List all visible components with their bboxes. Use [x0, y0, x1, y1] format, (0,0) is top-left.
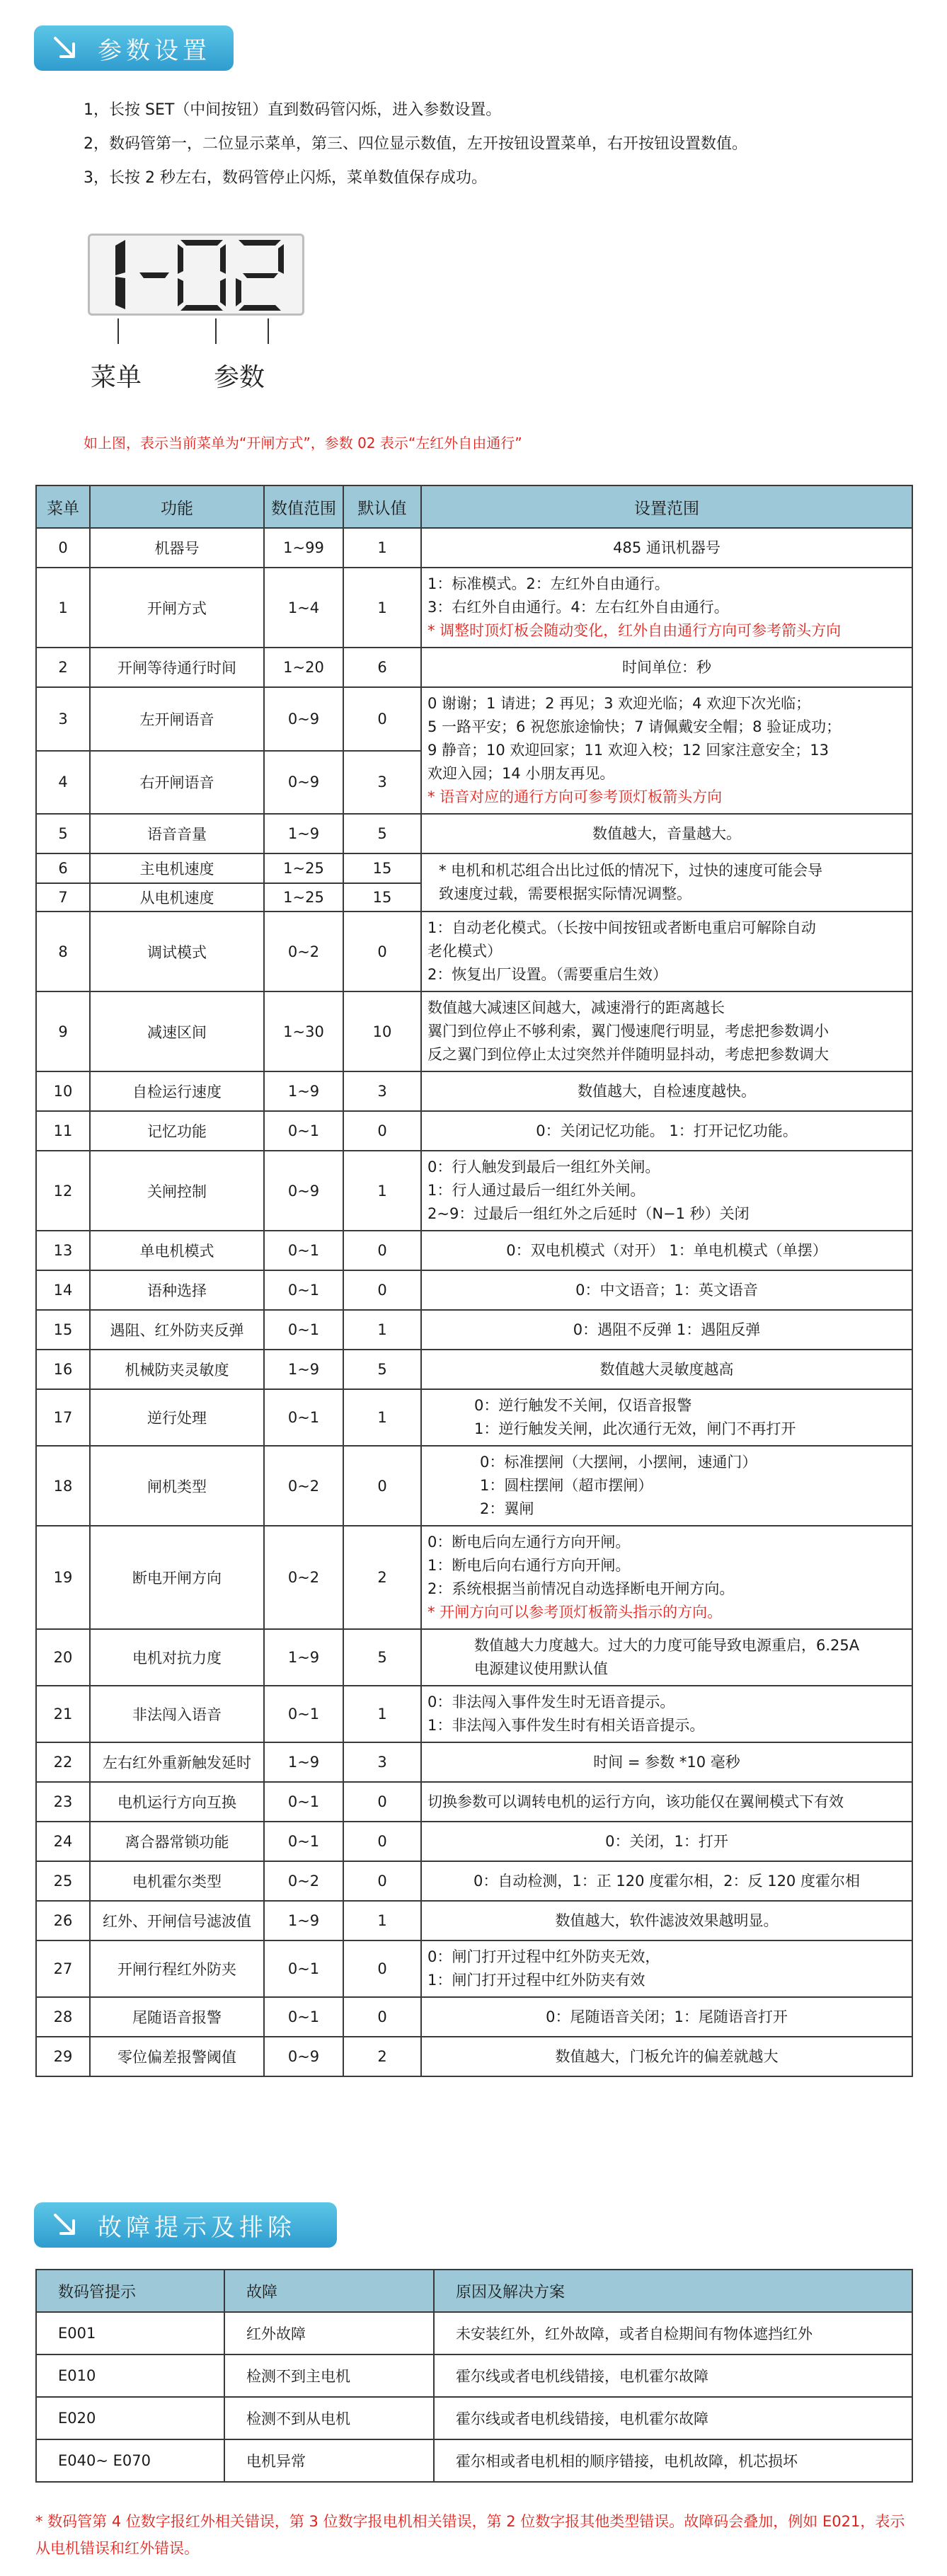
setting-line: 1：非法闯入事件发生时有相关语音提示。	[427, 1717, 705, 1734]
setting-line: 0：非法闯入事件发生时无语音提示。	[427, 1694, 675, 1710]
settings-title: 参数设置	[98, 36, 211, 65]
cell-range: 0~2	[264, 1526, 343, 1629]
settings-banner	[34, 25, 234, 71]
cell-solution: 霍尔线或者电机线错接，电机霍尔故障	[434, 2354, 912, 2397]
cell-range: 0~1	[264, 1782, 343, 1822]
cell-default: 0	[343, 912, 421, 991]
cell-range: 0~2	[264, 1861, 343, 1901]
setting-line: 3：右红外自由通行。4：左右红外自由通行。	[427, 599, 729, 616]
cell-menu: 9	[36, 991, 90, 1071]
setting-line: 2~9：过最后一组红外之后延时（N−1 秒）关闭	[427, 1205, 750, 1222]
cell-default: 1	[343, 1686, 421, 1742]
header-fault: 故障	[224, 2270, 434, 2312]
cell-menu: 14	[36, 1270, 90, 1310]
cell-range: 0~1	[264, 1940, 343, 1997]
cell-solution: 霍尔线或者电机线错接，电机霍尔故障	[434, 2397, 912, 2439]
table-row	[36, 2037, 912, 2076]
cell-range: 1~9	[264, 1901, 343, 1940]
cell-default: 2	[343, 1526, 421, 1629]
step-2: 2，数码管第一，二位显示菜单，第三、四位显示数值，左开按钮设置菜单，右开按钮设置数值。	[84, 135, 748, 153]
setting-line: 数值越大，门板允许的偏差就越大	[555, 2047, 779, 2065]
fault-table-header	[36, 2270, 912, 2312]
setting-line: 数值越大，自检速度越快。	[578, 1082, 756, 1100]
setting-line: 0：断电后向左通行方向开闸。	[427, 1534, 631, 1551]
cell-setting	[421, 1629, 912, 1686]
setting-line: 数值越大，音量越大。	[592, 824, 741, 842]
fault-banner	[34, 2202, 337, 2248]
table-row	[36, 1997, 912, 2037]
setting-line: 电源建议使用默认值	[474, 1660, 608, 1677]
param-label: 参数	[214, 363, 265, 392]
cell-menu: 4	[36, 751, 90, 815]
table-row	[36, 1270, 912, 1310]
table-row	[36, 912, 912, 991]
cell-default: 3	[343, 751, 421, 815]
fault-table	[35, 2269, 913, 2483]
cell-menu: 19	[36, 1526, 90, 1629]
cell-function: 逆行处理	[90, 1389, 264, 1446]
cell-range: 1~4	[264, 568, 343, 648]
cell-function: 开闸行程红外防夹	[90, 1940, 264, 1997]
setting-line: 数值越大，软件滤波效果越明显。	[555, 1911, 779, 1929]
cell-default: 3	[343, 1071, 421, 1111]
cell-setting	[421, 1686, 912, 1742]
cell-menu: 15	[36, 1310, 90, 1350]
cell-fault: 红外故障	[224, 2312, 434, 2354]
cell-default: 0	[343, 1111, 421, 1151]
setting-line: 致速度过载，需要根据实际情况调整。	[439, 885, 691, 902]
cell-range: 1~20	[264, 648, 343, 687]
table-row	[36, 2312, 912, 2354]
cell-setting	[421, 1350, 912, 1389]
setting-line: 2：恢复出厂设置。（需要重启生效）	[427, 966, 667, 983]
setting-line: 1：圆柱摆闸（超市摆闸）	[480, 1477, 653, 1494]
cell-function: 调试模式	[90, 912, 264, 991]
cell-function: 自检运行速度	[90, 1071, 264, 1111]
cell-default: 0	[343, 1822, 421, 1861]
table-row	[36, 1940, 912, 1997]
header-solution: 原因及解决方案	[434, 2270, 912, 2312]
setting-line: 0：遇阻不反弹 1：遇阻反弹	[573, 1321, 761, 1338]
table-row	[36, 1310, 912, 1350]
cell-range: 0~1	[264, 1822, 343, 1861]
setting-line: * 电机和机芯组合出比过低的情况下，过快的速度可能会导	[439, 862, 823, 879]
cell-setting	[421, 528, 912, 568]
cell-function: 减速区间	[90, 991, 264, 1071]
cell-range: 0~1	[264, 1111, 343, 1151]
table-row	[36, 1231, 912, 1270]
cell-menu: 25	[36, 1861, 90, 1901]
cell-function: 遇阻、红外防夹反弹	[90, 1310, 264, 1350]
setting-line: 5 一路平安；6 祝您旅途愉快；7 请佩戴安全帽；8 验证成功；	[427, 718, 842, 735]
cell-default: 0	[343, 1270, 421, 1310]
setting-line: 切换参数可以调转电机的运行方向，该功能仅在翼闸模式下有效	[427, 1793, 844, 1810]
setting-line: 欢迎入园；14 小朋友再见。	[427, 765, 615, 782]
setting-red-note: * 调整时顶灯板会随动变化，红外自由通行方向可参考箭头方向	[427, 622, 842, 639]
cell-fault: 电机异常	[224, 2439, 434, 2482]
setting-line: 485 通讯机器号	[613, 539, 721, 556]
settings-note: 如上图，表示当前菜单为“开闸方式”，参数 02 表示“左红外自由通行”	[84, 435, 522, 452]
cell-range: 0~1	[264, 1310, 343, 1350]
cell-default: 1	[343, 1389, 421, 1446]
cell-default: 3	[343, 1742, 421, 1782]
cell-setting	[421, 1940, 912, 1997]
cell-setting	[421, 853, 912, 912]
cell-default: 0	[343, 687, 421, 751]
table-row	[36, 1389, 912, 1446]
setting-line: 0：尾随语音关闭；1：尾随语音打开	[546, 2008, 788, 2025]
cell-range: 1~30	[264, 991, 343, 1071]
cell-menu: 22	[36, 1742, 90, 1782]
table-row	[36, 687, 912, 751]
cell-menu: 24	[36, 1822, 90, 1861]
setting-line: 1：闸门打开过程中红外防夹有效	[427, 1972, 645, 1989]
cell-setting	[421, 991, 912, 1071]
table-row	[36, 991, 912, 1071]
cell-function: 机器号	[90, 528, 264, 568]
cell-menu: 17	[36, 1389, 90, 1446]
step-3: 3，长按 2 秒左右，数码管停止闪烁，菜单数值保存成功。	[84, 169, 487, 187]
fault-footnote: * 数码管第 4 位数字报红外相关错误，第 3 位数字报电机相关错误，第 2 位数字报其他类型错误。故障码会叠加，例如 E021，表示从电机错误和红外错误。	[35, 2513, 905, 2557]
setting-line: 0：行人触发到最后一组红外关闸。	[427, 1158, 660, 1175]
cell-setting	[421, 1446, 912, 1526]
setting-line: 9 静音；10 欢迎回家；11 欢迎入校；12 回家注意安全；13	[427, 742, 829, 759]
setting-line: 1：自动老化模式。（长按中间按钮或者断电重启可解除自动	[427, 919, 816, 936]
cell-default: 6	[343, 648, 421, 687]
cell-default: 0	[343, 1446, 421, 1526]
table-row	[36, 528, 912, 568]
cell-setting	[421, 648, 912, 687]
cell-setting	[421, 1151, 912, 1231]
setting-line: 1：行人通过最后一组红外关闸。	[427, 1182, 645, 1199]
table-row	[36, 648, 912, 687]
setting-line: 0 谢谢；1 请进；2 再见；3 欢迎光临；4 欢迎下次光临；	[427, 695, 811, 712]
cell-menu: 13	[36, 1231, 90, 1270]
cell-default: 0	[343, 1782, 421, 1822]
cell-menu: 21	[36, 1686, 90, 1742]
cell-menu: 2	[36, 648, 90, 687]
setting-line: 0：闸门打开过程中红外防夹无效，	[427, 1948, 660, 1965]
cell-range: 0~2	[264, 1446, 343, 1526]
cell-code: E040~ E070	[36, 2439, 224, 2482]
cell-menu: 1	[36, 568, 90, 648]
cell-range: 0~9	[264, 751, 343, 815]
cell-function: 左开闸语音	[90, 687, 264, 751]
cell-fault: 检测不到主电机	[224, 2354, 434, 2397]
table-row	[36, 1071, 912, 1111]
cell-function: 断电开闸方向	[90, 1526, 264, 1629]
cell-setting	[421, 1526, 912, 1629]
cell-menu: 20	[36, 1629, 90, 1686]
setting-line: 2：翼闸	[480, 1500, 534, 1517]
cell-solution: 霍尔相或者电机相的顺序错接，电机故障，机芯损坏	[434, 2439, 912, 2482]
cell-range: 1~25	[264, 883, 343, 912]
cell-menu: 28	[36, 1997, 90, 2037]
cell-setting	[421, 1901, 912, 1940]
pointer-line	[268, 318, 269, 344]
cell-default: 1	[343, 568, 421, 648]
cell-code: E001	[36, 2312, 224, 2354]
table-row	[36, 1151, 912, 1231]
cell-setting	[421, 1071, 912, 1111]
cell-menu: 7	[36, 883, 90, 912]
seven-segment-digits	[90, 236, 302, 314]
arrow-down-right-icon	[51, 34, 79, 62]
pointer-line	[117, 318, 119, 344]
cell-range: 0~9	[264, 687, 343, 751]
setting-line: 0：逆行触发不关闸，仅语音报警	[474, 1397, 692, 1414]
cell-menu: 23	[36, 1782, 90, 1822]
cell-setting	[421, 1782, 912, 1822]
cell-function: 闸机类型	[90, 1446, 264, 1526]
setting-line: 反之翼门到位停止太过突然并伴随明显抖动，考虑把参数调大	[427, 1046, 829, 1063]
header-code: 数码管提示	[36, 2270, 224, 2312]
cell-menu: 18	[36, 1446, 90, 1526]
table-row	[36, 1446, 912, 1526]
cell-function: 单电机模式	[90, 1231, 264, 1270]
cell-menu: 26	[36, 1901, 90, 1940]
cell-range: 1~9	[264, 1350, 343, 1389]
setting-line: 数值越大减速区间越大，减速滑行的距离越长	[427, 999, 725, 1016]
cell-default: 0	[343, 1231, 421, 1270]
cell-function: 主电机速度	[90, 853, 264, 883]
header-menu: 菜单	[36, 485, 90, 528]
cell-menu: 27	[36, 1940, 90, 1997]
table-row	[36, 1350, 912, 1389]
cell-function: 开闸等待通行时间	[90, 648, 264, 687]
cell-function: 左右红外重新触发延时	[90, 1742, 264, 1782]
cell-menu: 11	[36, 1111, 90, 1151]
cell-function: 尾随语音报警	[90, 1997, 264, 2037]
setting-line: 翼门到位停止不够利索，翼门慢速爬行明显，考虑把参数调小	[427, 1023, 829, 1040]
cell-setting	[421, 2037, 912, 2076]
digit-display	[88, 234, 304, 316]
cell-menu: 29	[36, 2037, 90, 2076]
setting-line: 0：关闭记忆功能。 1：打开记忆功能。	[536, 1122, 798, 1139]
cell-setting	[421, 1997, 912, 2037]
setting-line: 0：关闭，1：打开	[605, 1832, 728, 1850]
table-row	[36, 1822, 912, 1861]
cell-function: 电机运行方向互换	[90, 1782, 264, 1822]
cell-function: 离合器常锁功能	[90, 1822, 264, 1861]
cell-code: E020	[36, 2397, 224, 2439]
table-row	[36, 1861, 912, 1901]
table-row	[36, 1742, 912, 1782]
setting-line: 时间单位：秒	[622, 658, 711, 676]
cell-function: 记忆功能	[90, 1111, 264, 1151]
header-setting: 设置范围	[421, 485, 912, 528]
cell-solution: 未安装红外，红外故障，或者自检期间有物体遮挡红外	[434, 2312, 912, 2354]
table-row	[36, 853, 912, 883]
pointer-line	[215, 318, 217, 344]
cell-range: 0~1	[264, 1686, 343, 1742]
cell-menu: 12	[36, 1151, 90, 1231]
cell-function: 机械防夹灵敏度	[90, 1350, 264, 1389]
cell-setting	[421, 1310, 912, 1350]
cell-function: 零位偏差报警阈值	[90, 2037, 264, 2076]
cell-setting	[421, 1231, 912, 1270]
cell-function: 从电机速度	[90, 883, 264, 912]
setting-line: 1：逆行触发关闸，此次通行无效，闸门不再打开	[474, 1420, 796, 1437]
table-row	[36, 1901, 912, 1940]
cell-setting	[421, 1742, 912, 1782]
setting-line: 数值越大力度越大。过大的力度可能导致电源重启，6.25A	[474, 1637, 860, 1654]
setting-line: 0：自动检测，1：正 120 度霍尔相，2：反 120 度霍尔相	[474, 1872, 860, 1890]
cell-menu: 3	[36, 687, 90, 751]
cell-function: 非法闯入语音	[90, 1686, 264, 1742]
cell-function: 语种选择	[90, 1270, 264, 1310]
cell-function: 关闸控制	[90, 1151, 264, 1231]
table-row	[36, 1782, 912, 1822]
cell-range: 0~1	[264, 1997, 343, 2037]
header-default: 默认值	[343, 485, 421, 528]
settings-steps	[84, 93, 897, 195]
table-row	[36, 814, 912, 853]
cell-function: 右开闸语音	[90, 751, 264, 815]
cell-setting	[421, 1861, 912, 1901]
cell-function: 开闸方式	[90, 568, 264, 648]
table-row	[36, 1629, 912, 1686]
cell-setting	[421, 1822, 912, 1861]
cell-default: 1	[343, 1310, 421, 1350]
setting-line: 时间 = 参数 *10 毫秒	[593, 1753, 740, 1771]
cell-range: 1~99	[264, 528, 343, 568]
cell-function: 电机霍尔类型	[90, 1861, 264, 1901]
header-function: 功能	[90, 485, 264, 528]
arrow-down-right-icon	[51, 2211, 79, 2239]
cell-setting	[421, 568, 912, 648]
cell-range: 1~9	[264, 1742, 343, 1782]
step-1: 1，长按 SET（中间按钮）直到数码管闪烁，进入参数设置。	[84, 101, 502, 119]
parameter-table	[35, 485, 913, 2077]
setting-line: 0：中文语音；1：英文语音	[575, 1281, 758, 1299]
cell-default: 15	[343, 853, 421, 883]
header-range: 数值范围	[264, 485, 343, 528]
table-row	[36, 1526, 912, 1629]
menu-label: 菜单	[91, 363, 142, 392]
table-row	[36, 568, 912, 648]
cell-range: 0~2	[264, 912, 343, 991]
cell-menu: 8	[36, 912, 90, 991]
cell-default: 0	[343, 1861, 421, 1901]
cell-default: 5	[343, 1350, 421, 1389]
cell-range: 1~9	[264, 814, 343, 853]
cell-setting	[421, 912, 912, 991]
setting-line: 2：系统根据当前情况自动选择断电开闸方向。	[427, 1580, 735, 1597]
setting-line: 0：双电机模式（对开） 1：单电机模式（单摆）	[506, 1241, 827, 1259]
cell-default: 5	[343, 1629, 421, 1686]
cell-menu: 16	[36, 1350, 90, 1389]
cell-function: 红外、开闸信号滤波值	[90, 1901, 264, 1940]
cell-range: 1~9	[264, 1071, 343, 1111]
table-row	[36, 1686, 912, 1742]
cell-default: 2	[343, 2037, 421, 2076]
cell-setting	[421, 1270, 912, 1310]
cell-setting	[421, 1389, 912, 1446]
cell-default: 1	[343, 1151, 421, 1231]
table-row	[36, 2354, 912, 2397]
table-row	[36, 2439, 912, 2482]
table-row	[36, 2397, 912, 2439]
cell-range: 1~9	[264, 1629, 343, 1686]
cell-function: 语音音量	[90, 814, 264, 853]
cell-range: 0~9	[264, 1151, 343, 1231]
cell-setting	[421, 687, 912, 814]
cell-range: 0~1	[264, 1231, 343, 1270]
cell-range: 0~9	[264, 2037, 343, 2076]
cell-menu: 5	[36, 814, 90, 853]
setting-line: 1：标准模式。2：左红外自由通行。	[427, 575, 670, 592]
cell-function: 电机对抗力度	[90, 1629, 264, 1686]
setting-red-note: * 语音对应的通行方向可参考顶灯板箭头方向	[427, 788, 723, 805]
cell-range: 0~1	[264, 1270, 343, 1310]
cell-setting	[421, 1111, 912, 1151]
setting-line: 1：断电后向右通行方向开闸。	[427, 1557, 631, 1574]
cell-menu: 10	[36, 1071, 90, 1111]
cell-default: 0	[343, 1997, 421, 2037]
cell-default: 1	[343, 1901, 421, 1940]
setting-red-note: * 开闸方向可以参考顶灯板箭头指示的方向。	[427, 1604, 723, 1621]
cell-fault: 检测不到从电机	[224, 2397, 434, 2439]
cell-range: 1~25	[264, 853, 343, 883]
setting-line: 老化模式）	[427, 943, 502, 960]
cell-menu: 0	[36, 528, 90, 568]
parameter-table-header	[36, 485, 912, 528]
fault-title: 故障提示及排除	[98, 2213, 296, 2242]
cell-default: 5	[343, 814, 421, 853]
cell-default: 0	[343, 1940, 421, 1997]
cell-menu: 6	[36, 853, 90, 883]
setting-line: 数值越大灵敏度越高	[599, 1360, 734, 1378]
cell-default: 15	[343, 883, 421, 912]
cell-default: 10	[343, 991, 421, 1071]
cell-default: 1	[343, 528, 421, 568]
table-row	[36, 1111, 912, 1151]
cell-range: 0~1	[264, 1389, 343, 1446]
setting-line: 0：标准摆闸（大摆闸，小摆闸，速通门）	[480, 1454, 757, 1471]
cell-setting	[421, 814, 912, 853]
cell-code: E010	[36, 2354, 224, 2397]
